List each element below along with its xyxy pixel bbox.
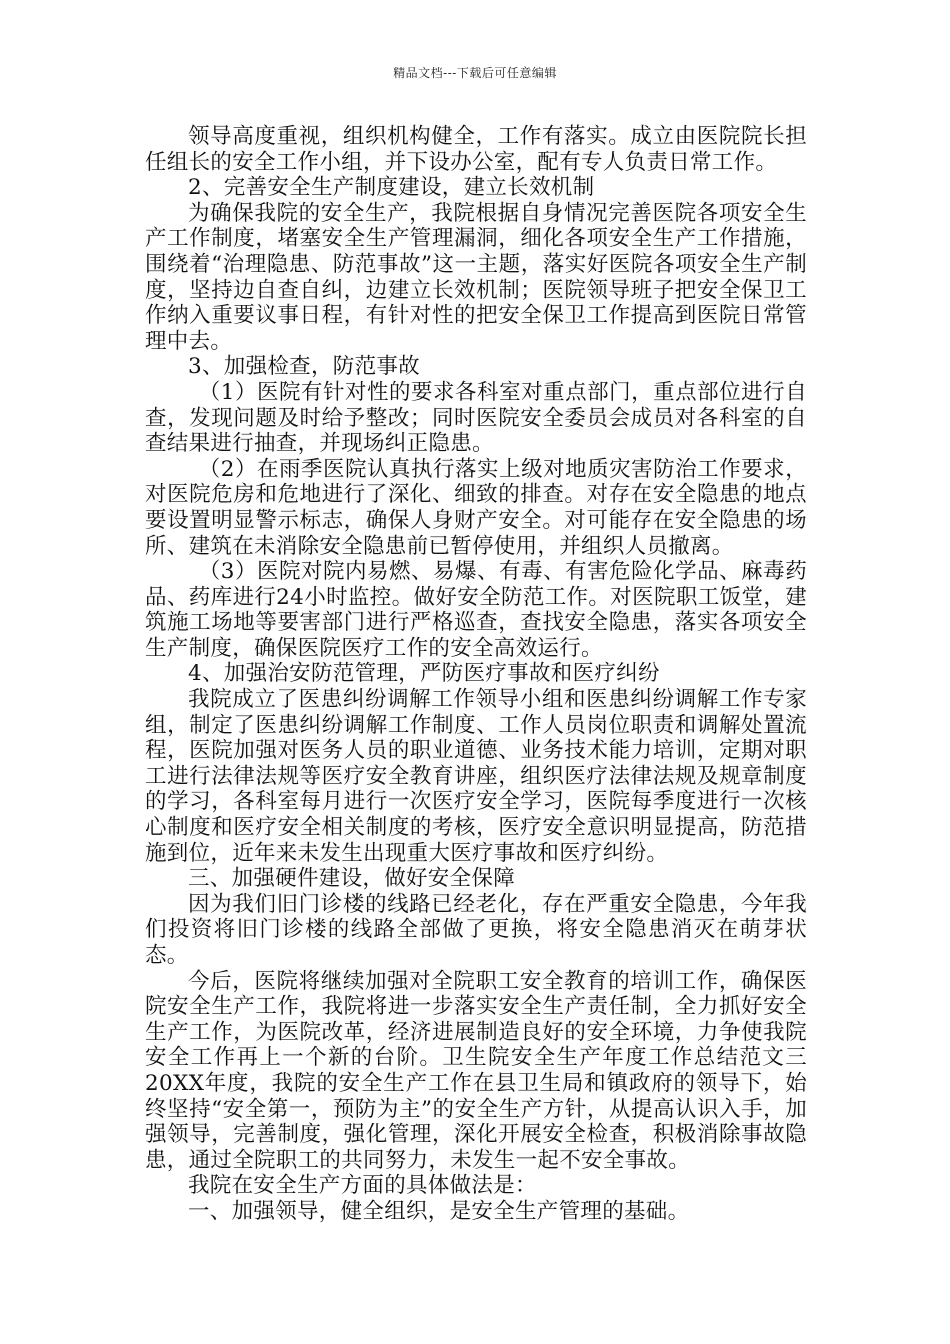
heading-leadership-organization: 一、加强领导，健全组织，是安全生产管理的基础。 — [188, 1198, 690, 1224]
paragraph-hardware: 因为我们旧门诊楼的线路已经老化，存在严重安全隐患，今年我们投资将旧门诊楼的线路全部做了更换，将安全隐患消灭在萌芽状态。 — [145, 891, 807, 968]
page-header: 精品文档---下载后可任意编辑 — [393, 66, 557, 80]
paragraph-inspection-3: （3）医院对院内易燃、易爆、有毒、有害危险化学品、麻毒药品、药库进行24小时监控。做好安全防范工作。对医院职工饭堂，建筑施工场地等要害部门进行严格巡查，查找安全隐患，落实各项安全生产制度，确保医院医疗工作的安全高效运行。 — [145, 559, 807, 661]
paragraph-future: 今后，医院将继续加强对全院职工安全教育的培训工作，确保医院安全生产工作，我院将进一步落实安全生产责任制，全力抓好安全生产工作，为医院改革，经济进展制造良好的安全环境，力争使我院安全工作再上一个新的台阶。卫生院安全生产年度工作总结范文三20XX年度，我院的安全生产工作在县卫生局和镇政府的领导下，始终坚持“安全第一，预防为主”的安全生产方针，从提高认识入手，加强领导，完善制度，强化管理，深化开展安全检查，积极消除事故隐患，通过全院职工的共同努力，未发生一起不安全事故。 — [145, 968, 807, 1173]
heading-hardware: 三、加强硬件建设，做好安全保障 — [188, 866, 516, 892]
paragraph-inspection-2: （2）在雨季医院认真执行落实上级对地质灾害防治工作要求，对医院危房和危地进行了深化、细致的排查。对存在安全隐患的地点要设置明显警示标志，确保人身财产安全。对可能存在安全隐患的场所、建筑在未消除安全隐患前已暂停使用，并组织人员撤离。 — [145, 456, 807, 559]
heading-inspection: 3、加强检查，防范事故 — [188, 354, 420, 380]
paragraph-leadership: 领导高度重视，组织机构健全，工作有落实。成立由医院院长担任组长的安全工作小组，并下设办公室，配有专人负责日常工作。 — [145, 124, 807, 175]
paragraph-inspection-1: （1）医院有针对性的要求各科室对重点部门，重点部位进行自查，发现问题及时给予整改；同时医院安全委员会成员对各科室的自查结果进行抽查，并现场纠正隐患。 — [145, 379, 807, 457]
document-body — [145, 124, 807, 1225]
paragraph-safety-system: 为确保我院的安全生产，我院根据自身情况完善医院各项安全生产工作制度，堵塞安全生产管理漏洞，细化各项安全生产工作措施，围绕着“治理隐患、防范事故”这一主题，落实好医院各项安全生产制度，坚持边自查自纠，边建立长效机制；医院领导班子把安全保卫工作纳入重要议事日程，有针对性的把安全保卫工作提高到医院日常管理中去。 — [145, 200, 807, 354]
paragraph-security-management: 我院成立了医患纠纷调解工作领导小组和医患纠纷调解工作专家组，制定了医患纠纷调解工作制度、工作人员岗位职责和调解处置流程，医院加强对医务人员的职业道德、业务技术能力培训，定期对职工进行法律法规等医疗安全教育讲座，组织医疗法律法规及规章制度的学习，各科室每月进行一次医疗安全学习，医院每季度进行一次核心制度和医疗安全相关制度的考核，医疗安全意识明显提高，防范措施到位，近年来未发生出现重大医疗事故和医疗纠纷。 — [145, 687, 807, 866]
paragraph-practices-intro: 我院在安全生产方面的具体做法是： — [188, 1173, 537, 1199]
heading-safety-system: 2、完善安全生产制度建设，建立长效机制 — [188, 175, 595, 201]
heading-security-management: 4、加强治安防范管理，严防医疗事故和医疗纠纷 — [188, 661, 660, 687]
